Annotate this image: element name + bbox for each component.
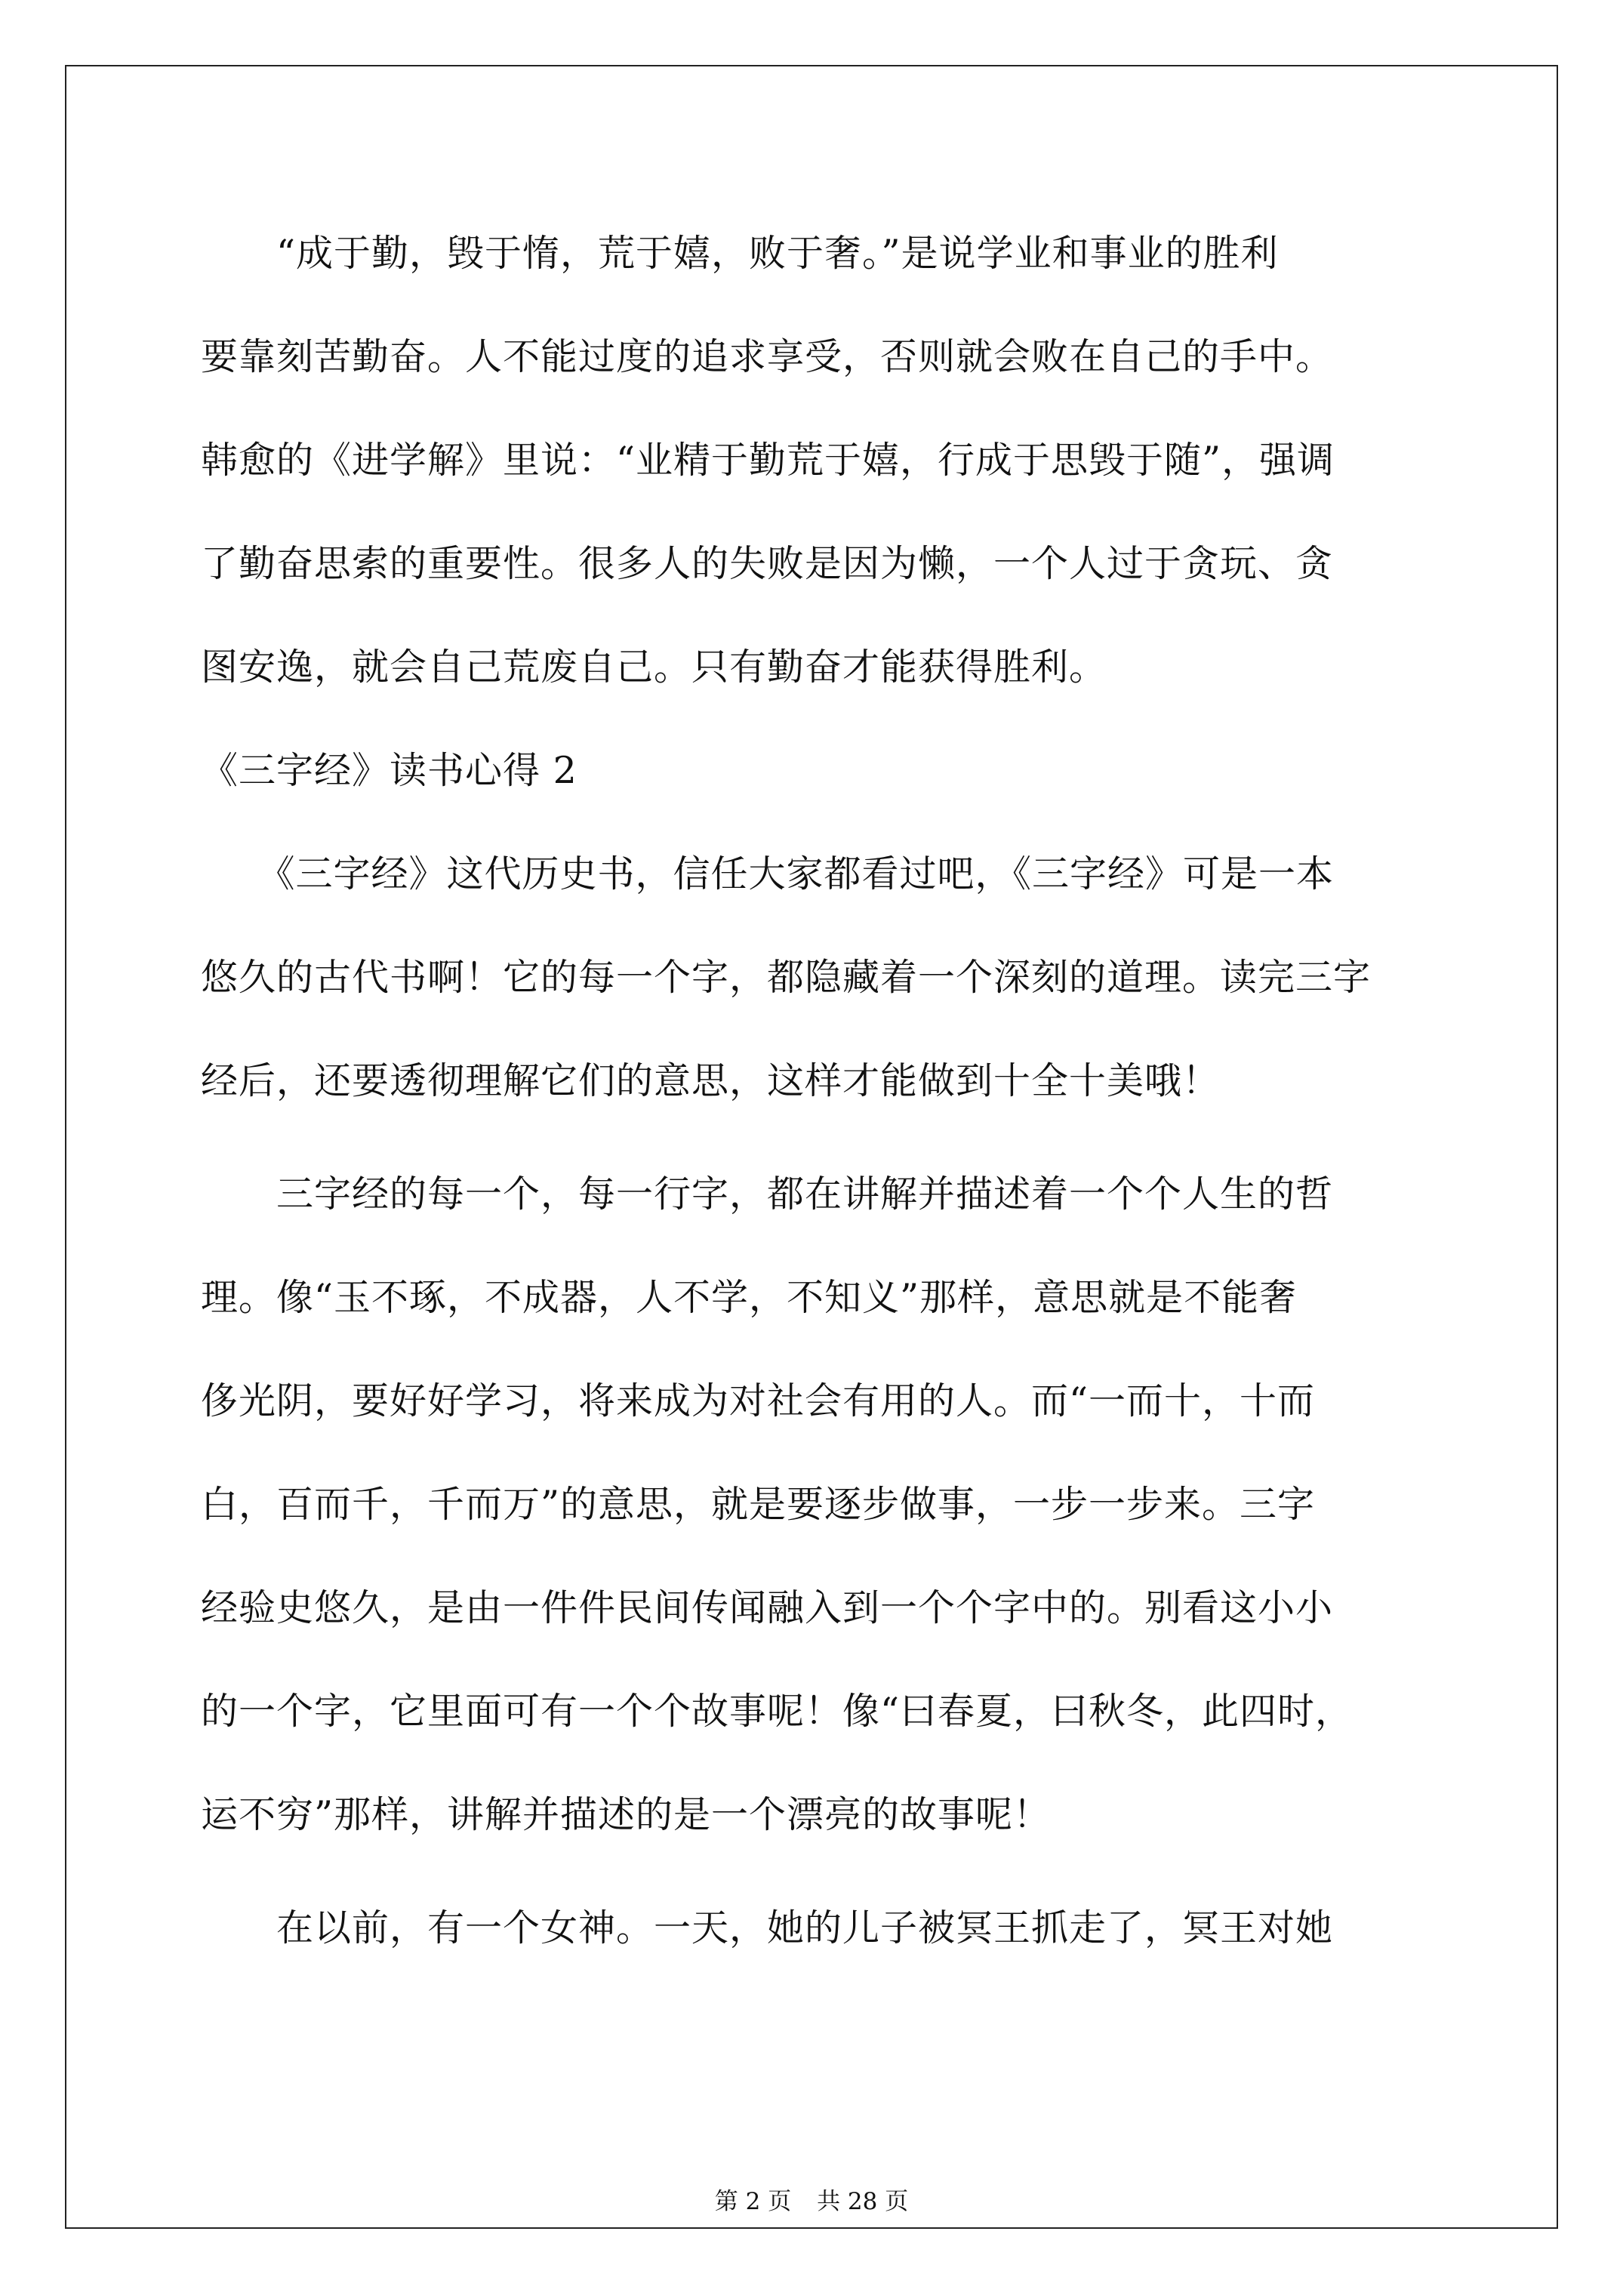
text-line: 理。像“玉不琢，不成器，人不学，不知义”那样，意思就是不能奢 [201,1276,1298,1319]
text-line: 运不穷”那样，讲解并描述的是一个漂亮的故事呢！ [201,1793,1052,1836]
text-line: 三字经的每一个，每一行字，都在讲解并描述着一个个人生的哲 [201,1173,1334,1216]
page-number: 第 2 页 [714,2188,792,2215]
text-line: 经验史悠久，是由一件件民间传闻融入到一个个字中的。别看这小小 [201,1586,1334,1629]
text-line: 经后，还要透彻理解它们的意思，这样才能做到十全十美哦！ [201,1059,1221,1102]
text-line: 白，百而千，千而万”的意思，就是要逐步做事，一步一步来。三字 [201,1483,1316,1526]
text-line: 悠久的古代书啊！它的每一个字，都隐藏着一个深刻的道理。读完三字 [201,956,1372,999]
text-line: “成于勤，毁于惰，荒于嬉，败于奢。”是说学业和事业的胜利 [201,232,1279,275]
text-line: 《三字经》这代历史书，信任大家都看过吧，《三字经》可是一本 [201,852,1335,895]
text-line: 了勤奋思索的重要性。很多人的失败是因为懒，一个人过于贪玩、贪 [201,542,1334,585]
text-line: 韩愈的《进学解》里说：“业精于勤荒于嬉，行成于思毁于随”，强调 [201,439,1335,482]
page-total: 共 28 页 [817,2188,909,2215]
text-line: 要靠刻苦勤奋。人不能过度的追求享受，否则就会败在自己的手中。 [201,335,1334,378]
text-line: 图安逸，就会自己荒废自己。只有勤奋才能获得胜利。 [201,646,1107,689]
text-line: 侈光阴，要好好学习，将来成为对社会有用的人。而“一而十，十而 [201,1379,1316,1422]
text-line: 的一个字，它里面可有一个个故事呢！像“曰春夏，曰秋冬，此四时， [201,1690,1354,1733]
section-heading: 《三字经》读书心得 2 [201,749,577,792]
page-border [65,65,1558,2229]
page-footer [0,2187,1623,2217]
text-line: 在以前，有一个女神。一天，她的儿子被冥王抓走了，冥王对她 [201,1906,1334,1949]
